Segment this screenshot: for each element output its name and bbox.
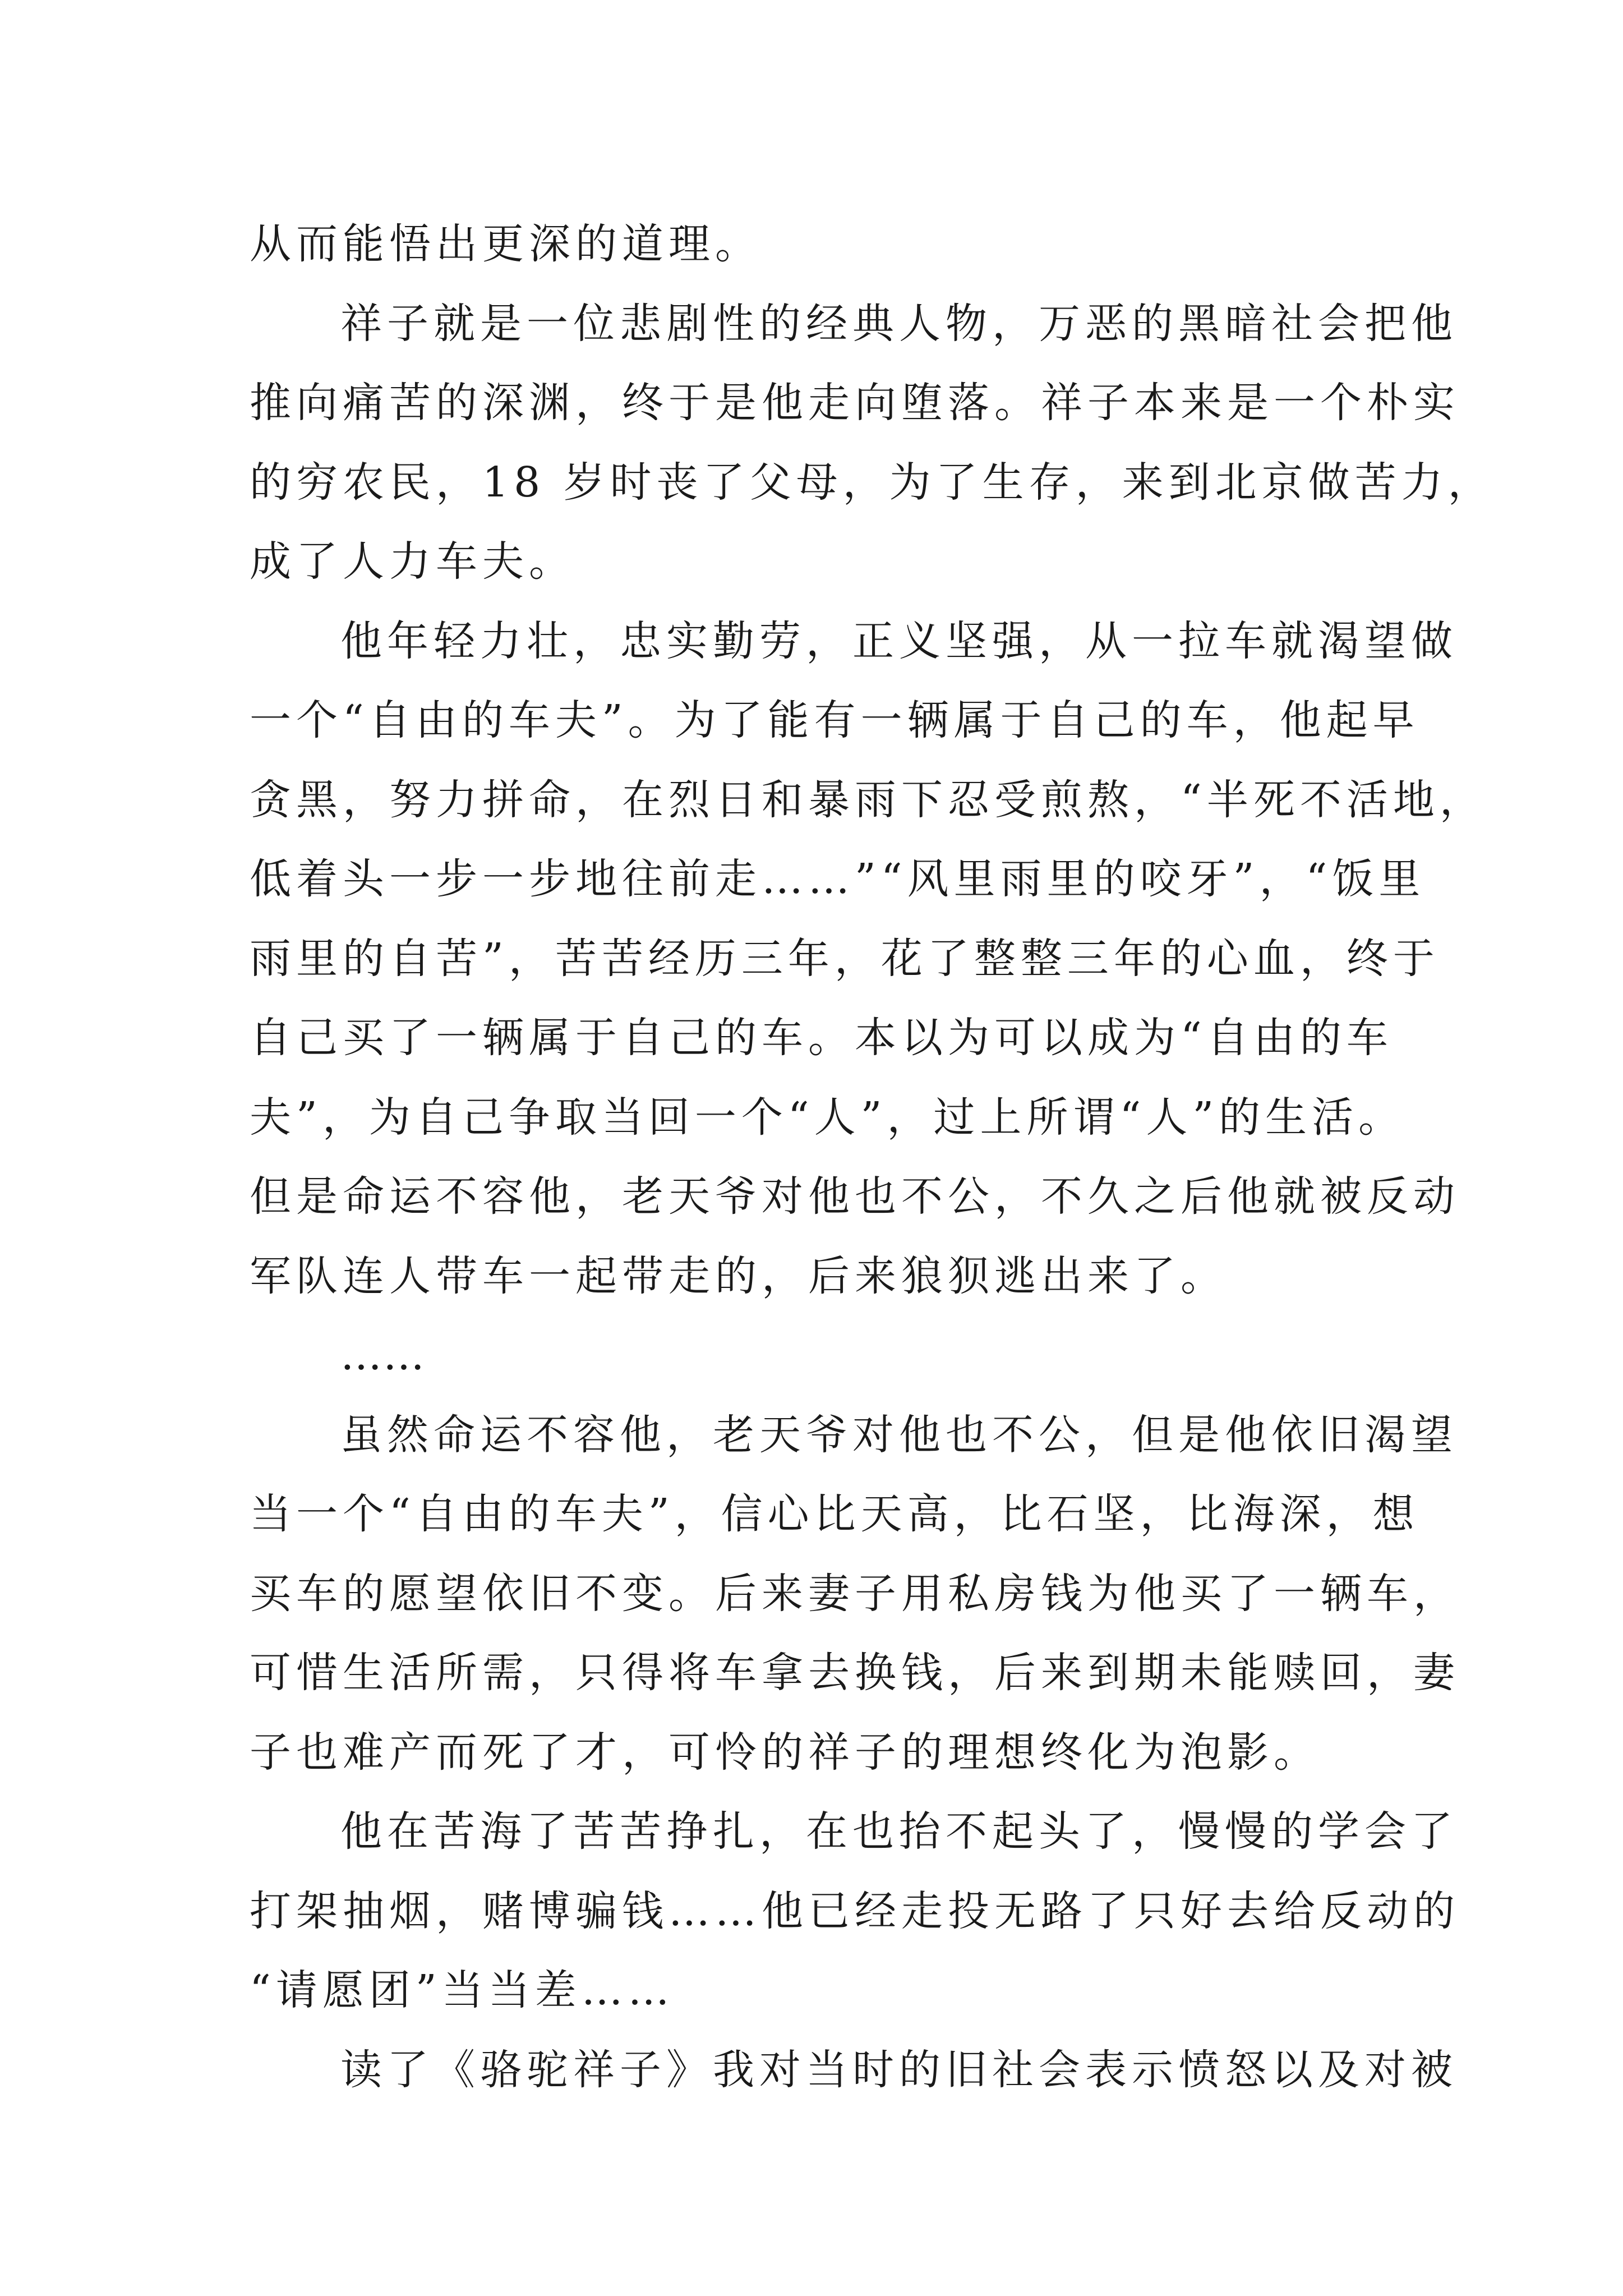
text-line: 夫”，为自己争取当回一个“人”，过上所谓“人”的生活。 bbox=[250, 1093, 1405, 1142]
text-line: 的穷农民，18 岁时丧了父母，为了生存，来到北京做苦力， bbox=[250, 458, 1495, 507]
text-line: 打架抽烟，赌博骗钱……他已经走投无路了只好去给反动的 bbox=[250, 1887, 1460, 1935]
text-line: 当一个“自由的车夫”，信心比天高，比石坚，比海深，想 bbox=[250, 1490, 1419, 1538]
text-line: 贪黑，努力拼命，在烈日和暴雨下忍受煎熬，“半死不活地， bbox=[250, 775, 1486, 824]
text-line: 读了《骆驼祥子》我对当时的旧社会表示愤怒以及对被 bbox=[340, 2045, 1458, 2094]
text-line: 军队连人带车一起带走的，后来狼狈逃出来了。 bbox=[250, 1251, 1227, 1300]
text-line: 一个“自由的车夫”。为了能有一辆属于自己的车，他起早 bbox=[250, 696, 1419, 744]
text-line: 买车的愿望依旧不变。后来妻子用私房钱为他买了一辆车， bbox=[250, 1569, 1460, 1618]
text-line: 雨里的自苦”，苦苦经历三年，花了整整三年的心血，终于 bbox=[250, 934, 1440, 983]
text-line: “请愿团”当当差…… bbox=[250, 1966, 675, 2014]
text-line: 可惜生活所需，只得将车拿去换钱，后来到期未能赎回，妻 bbox=[250, 1649, 1460, 1697]
text-line: 子也难产而死了才，可怜的祥子的理想终化为泡影。 bbox=[250, 1728, 1320, 1777]
text-line: 自己买了一辆属于自己的车。本以为可以成为“自由的车 bbox=[250, 1014, 1393, 1062]
text-line: 推向痛苦的深渊，终于是他走向堕落。祥子本来是一个朴实 bbox=[250, 379, 1460, 427]
text-line: 但是命运不容他，老天爷对他也不公，不久之后他就被反动 bbox=[250, 1172, 1460, 1221]
text-line: 成了人力车夫。 bbox=[250, 537, 575, 586]
ellipsis-line: …… bbox=[340, 1331, 426, 1379]
text-line: 低着头一步一步地往前走……”“风里雨里的咬牙”，“饭里 bbox=[250, 855, 1426, 903]
text-line: 从而能悟出更深的道理。 bbox=[250, 220, 762, 268]
text-line: 他年轻力壮，忠实勤劳，正义坚强，从一拉车就渴望做 bbox=[340, 616, 1458, 665]
text-line: 他在苦海了苦苦挣扎，在也抬不起头了，慢慢的学会了 bbox=[340, 1807, 1458, 1856]
text-line: 虽然命运不容他，老天爷对他也不公，但是他依旧渴望 bbox=[340, 1410, 1458, 1459]
text-line: 祥子就是一位悲剧性的经典人物，万恶的黑暗社会把他 bbox=[340, 299, 1458, 348]
body-text bbox=[250, 205, 1495, 2110]
